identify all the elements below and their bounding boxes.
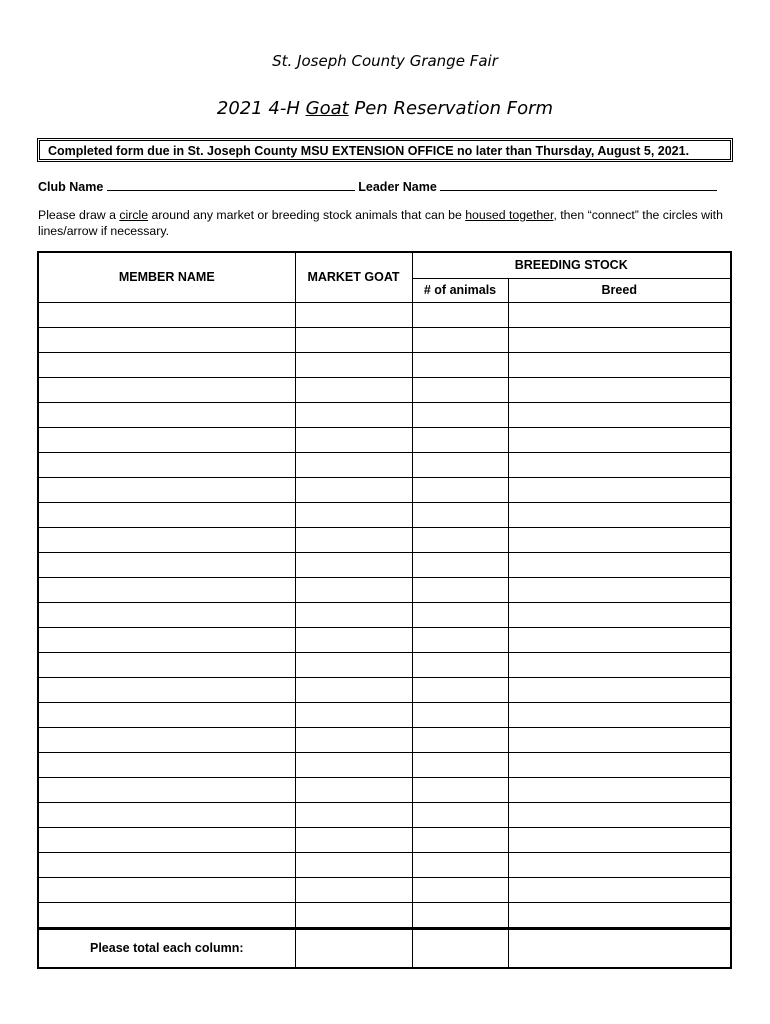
reservation-table bbox=[37, 251, 732, 969]
table-row bbox=[38, 352, 731, 377]
table-row bbox=[38, 377, 731, 402]
market-goat-cell[interactable] bbox=[295, 502, 412, 527]
total-row bbox=[38, 928, 731, 968]
breed-cell[interactable] bbox=[508, 377, 731, 402]
member-name-cell[interactable] bbox=[38, 577, 295, 602]
breed-cell[interactable] bbox=[508, 752, 731, 777]
table-row bbox=[38, 527, 731, 552]
breed-cell[interactable] bbox=[508, 552, 731, 577]
num-animals-cell[interactable] bbox=[412, 427, 508, 452]
market-goat-cell[interactable] bbox=[295, 302, 412, 327]
market-goat-cell[interactable] bbox=[295, 352, 412, 377]
market-goat-cell[interactable] bbox=[295, 527, 412, 552]
breed-cell[interactable] bbox=[508, 827, 731, 852]
market-goat-cell[interactable] bbox=[295, 752, 412, 777]
member-name-cell[interactable] bbox=[38, 427, 295, 452]
member-name-cell[interactable] bbox=[38, 552, 295, 577]
num-animals-cell[interactable] bbox=[412, 652, 508, 677]
member-name-cell[interactable] bbox=[38, 802, 295, 827]
num-animals-cell[interactable] bbox=[412, 477, 508, 502]
num-animals-cell[interactable] bbox=[412, 377, 508, 402]
num-animals-cell[interactable] bbox=[412, 502, 508, 527]
table-row bbox=[38, 752, 731, 777]
num-animals-cell[interactable] bbox=[412, 402, 508, 427]
leader-name-field[interactable] bbox=[440, 178, 717, 191]
table-row bbox=[38, 602, 731, 627]
member-name-cell[interactable] bbox=[38, 602, 295, 627]
market-goat-cell[interactable] bbox=[295, 827, 412, 852]
table-row bbox=[38, 552, 731, 577]
market-goat-cell[interactable] bbox=[295, 877, 412, 902]
member-name-cell[interactable] bbox=[38, 352, 295, 377]
num-animals-total[interactable] bbox=[412, 928, 508, 968]
market-goat-cell[interactable] bbox=[295, 727, 412, 752]
table-row bbox=[38, 577, 731, 602]
member-name-cell[interactable] bbox=[38, 752, 295, 777]
num-animals-cell[interactable] bbox=[412, 602, 508, 627]
breed-cell[interactable] bbox=[508, 477, 731, 502]
market-goat-cell[interactable] bbox=[295, 452, 412, 477]
breed-cell[interactable] bbox=[508, 602, 731, 627]
table-row bbox=[38, 852, 731, 877]
num-animals-cell[interactable] bbox=[412, 852, 508, 877]
instructions bbox=[38, 207, 738, 239]
breed-cell[interactable] bbox=[508, 702, 731, 727]
member-name-cell[interactable] bbox=[38, 477, 295, 502]
table-row bbox=[38, 327, 731, 352]
member-name-cell[interactable] bbox=[38, 327, 295, 352]
member-name-cell[interactable] bbox=[38, 452, 295, 477]
table-body bbox=[38, 302, 731, 968]
num-animals-cell[interactable] bbox=[412, 702, 508, 727]
club-name-field[interactable] bbox=[107, 178, 355, 191]
breed-cell[interactable] bbox=[508, 577, 731, 602]
table-row bbox=[38, 452, 731, 477]
form-title bbox=[0, 98, 770, 119]
table-row bbox=[38, 652, 731, 677]
form-title-prefix: 2021 4-H bbox=[216, 98, 306, 119]
breed-cell[interactable] bbox=[508, 802, 731, 827]
market-goat-cell[interactable] bbox=[295, 327, 412, 352]
breed-cell[interactable] bbox=[508, 852, 731, 877]
breed-cell[interactable] bbox=[508, 427, 731, 452]
market-goat-cell[interactable] bbox=[295, 902, 412, 928]
table-row bbox=[38, 677, 731, 702]
num-animals-cell[interactable] bbox=[412, 777, 508, 802]
member-name-cell[interactable] bbox=[38, 902, 295, 928]
market-goat-cell[interactable] bbox=[295, 477, 412, 502]
breed-cell[interactable] bbox=[508, 402, 731, 427]
num-animals-cell[interactable] bbox=[412, 527, 508, 552]
fair-title: St. Joseph County Grange Fair bbox=[272, 52, 498, 70]
table-row bbox=[38, 727, 731, 752]
market-goat-total[interactable] bbox=[295, 928, 412, 968]
num-animals-cell[interactable] bbox=[412, 677, 508, 702]
market-goat-cell[interactable] bbox=[295, 377, 412, 402]
member-name-cell[interactable] bbox=[38, 402, 295, 427]
market-goat-cell[interactable] bbox=[295, 852, 412, 877]
market-goat-cell[interactable] bbox=[295, 427, 412, 452]
breeding-stock-header: BREEDING STOCK bbox=[412, 252, 731, 278]
member-name-cell[interactable] bbox=[38, 502, 295, 527]
breed-cell[interactable] bbox=[508, 502, 731, 527]
num-animals-cell[interactable] bbox=[412, 452, 508, 477]
market-goat-cell[interactable] bbox=[295, 627, 412, 652]
market-goat-header: MARKET GOAT bbox=[295, 252, 412, 302]
num-animals-cell[interactable] bbox=[412, 627, 508, 652]
table-row bbox=[38, 877, 731, 902]
breed-cell[interactable] bbox=[508, 877, 731, 902]
form-title-animal: Goat bbox=[305, 98, 349, 119]
num-animals-header: # of animals bbox=[412, 278, 508, 302]
member-name-cell[interactable] bbox=[38, 852, 295, 877]
member-name-cell[interactable] bbox=[38, 527, 295, 552]
num-animals-cell[interactable] bbox=[412, 727, 508, 752]
member-name-cell[interactable] bbox=[38, 702, 295, 727]
breed-cell[interactable] bbox=[508, 352, 731, 377]
breed-cell[interactable] bbox=[508, 652, 731, 677]
member-name-cell[interactable] bbox=[38, 377, 295, 402]
breed-cell[interactable] bbox=[508, 627, 731, 652]
breed-total[interactable] bbox=[508, 928, 731, 968]
breed-cell[interactable] bbox=[508, 302, 731, 327]
num-animals-cell[interactable] bbox=[412, 327, 508, 352]
table-row bbox=[38, 702, 731, 727]
member-name-header: MEMBER NAME bbox=[38, 252, 295, 302]
market-goat-cell[interactable] bbox=[295, 677, 412, 702]
market-goat-cell[interactable] bbox=[295, 552, 412, 577]
table-row bbox=[38, 477, 731, 502]
breed-cell[interactable] bbox=[508, 727, 731, 752]
num-animals-cell[interactable] bbox=[412, 902, 508, 928]
table-row bbox=[38, 802, 731, 827]
market-goat-cell[interactable] bbox=[295, 702, 412, 727]
table-row bbox=[38, 827, 731, 852]
num-animals-cell[interactable] bbox=[412, 302, 508, 327]
num-animals-cell[interactable] bbox=[412, 827, 508, 852]
instr-housed-together: housed together bbox=[465, 208, 554, 222]
member-name-cell[interactable] bbox=[38, 777, 295, 802]
market-goat-cell[interactable] bbox=[295, 577, 412, 602]
breed-cell[interactable] bbox=[508, 452, 731, 477]
member-name-cell[interactable] bbox=[38, 627, 295, 652]
table-row bbox=[38, 302, 731, 327]
member-name-cell[interactable] bbox=[38, 827, 295, 852]
num-animals-cell[interactable] bbox=[412, 577, 508, 602]
table-row bbox=[38, 427, 731, 452]
form-title-suffix: Pen Reservation Form bbox=[348, 98, 554, 119]
leader-name-label: Leader Name bbox=[358, 180, 437, 194]
member-name-cell[interactable] bbox=[38, 652, 295, 677]
table-row bbox=[38, 402, 731, 427]
breed-cell[interactable] bbox=[508, 677, 731, 702]
market-goat-cell[interactable] bbox=[295, 602, 412, 627]
table-row bbox=[38, 902, 731, 928]
member-name-cell[interactable] bbox=[38, 877, 295, 902]
num-animals-cell[interactable] bbox=[412, 352, 508, 377]
breed-header: Breed bbox=[508, 278, 731, 302]
breed-cell[interactable] bbox=[508, 327, 731, 352]
table-row bbox=[38, 777, 731, 802]
breed-cell[interactable] bbox=[508, 527, 731, 552]
breed-cell[interactable] bbox=[508, 777, 731, 802]
total-label: Please total each column: bbox=[38, 928, 295, 968]
club-name-label: Club Name bbox=[38, 180, 104, 194]
market-goat-cell[interactable] bbox=[295, 777, 412, 802]
table-row bbox=[38, 627, 731, 652]
instr-circle: circle bbox=[119, 208, 149, 222]
member-name-cell[interactable] bbox=[38, 302, 295, 327]
num-animals-cell[interactable] bbox=[412, 552, 508, 577]
member-name-cell[interactable] bbox=[38, 727, 295, 752]
num-animals-cell[interactable] bbox=[412, 877, 508, 902]
instr-text-3: , then “connect” the circles with lines/arrow if necessary. bbox=[38, 208, 723, 238]
instr-text-2: around any market or breeding stock animals that can be bbox=[148, 208, 466, 222]
num-animals-cell[interactable] bbox=[412, 802, 508, 827]
instr-text-1: Please draw a bbox=[38, 208, 120, 222]
market-goat-cell[interactable] bbox=[295, 802, 412, 827]
table-row bbox=[38, 502, 731, 527]
member-name-cell[interactable] bbox=[38, 677, 295, 702]
market-goat-cell[interactable] bbox=[295, 402, 412, 427]
breed-cell[interactable] bbox=[508, 902, 731, 928]
num-animals-cell[interactable] bbox=[412, 752, 508, 777]
due-date-notice: Completed form due in St. Joseph County MSU EXTENSION OFFICE no later than Thursday, August 5, 2021. bbox=[37, 138, 733, 162]
market-goat-cell[interactable] bbox=[295, 652, 412, 677]
name-fields-row bbox=[38, 178, 717, 194]
